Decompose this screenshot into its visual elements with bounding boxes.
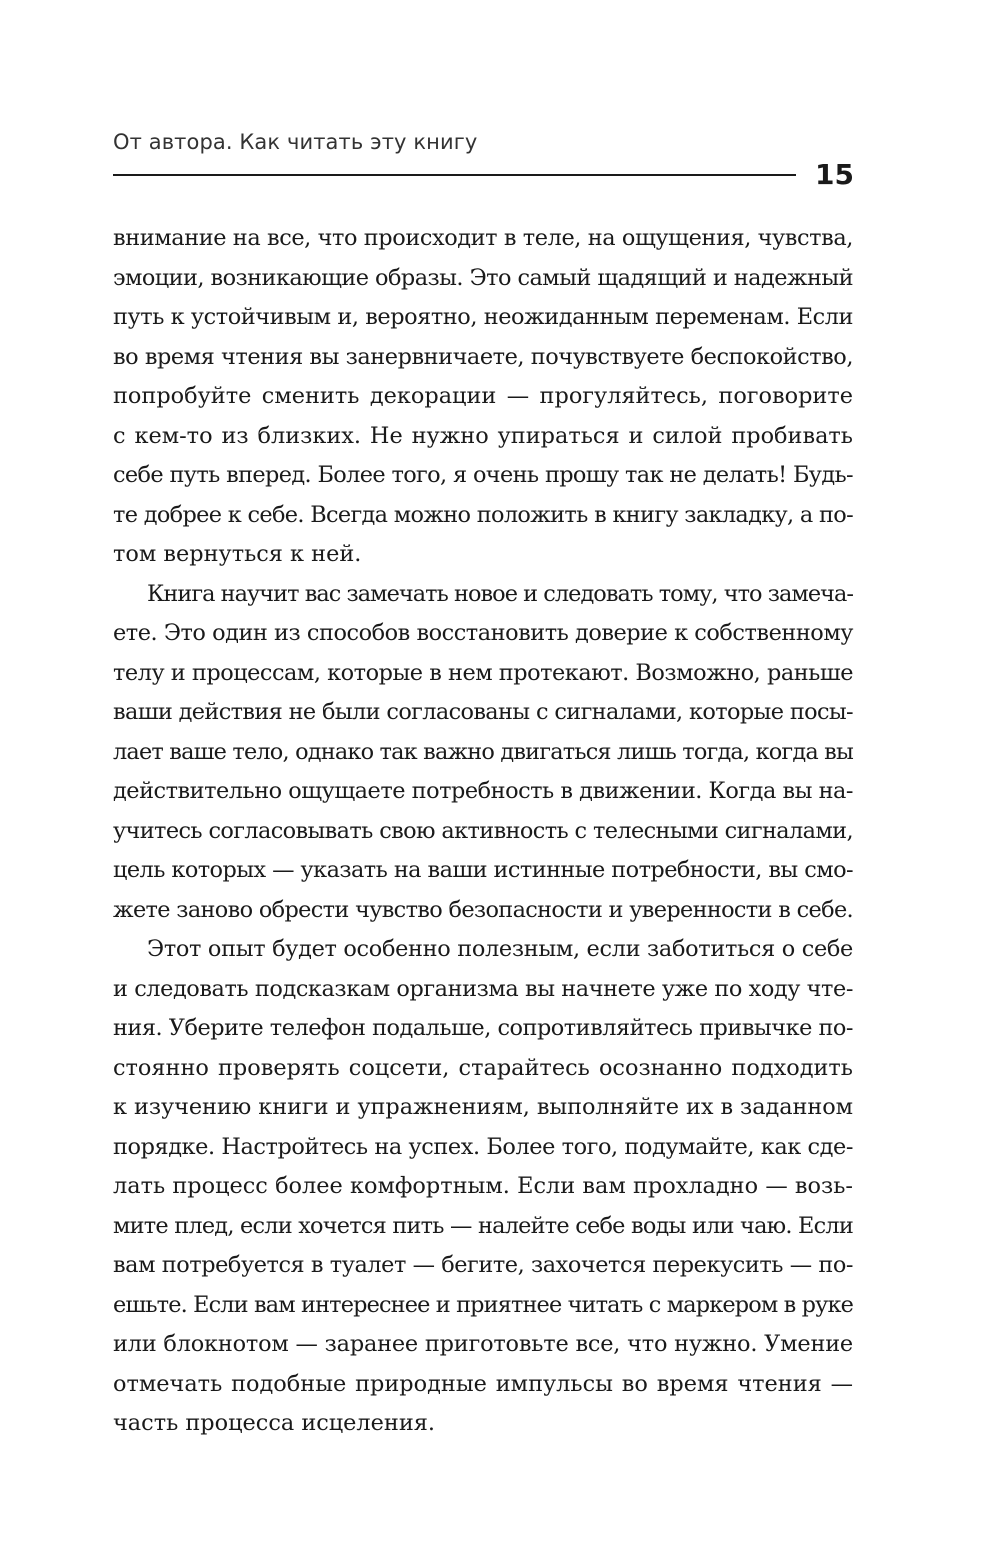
text-line: путь к устойчивым и, вероятно, неожиданным переменам. Если [113,304,853,330]
body-text [113,219,853,1444]
text-line: цель которых — указать на ваши истинные потребности, вы смо- [113,857,853,883]
text-line: Этот опыт будет особенно полезным, если заботиться о себе [147,936,853,962]
text-line: телу и процессам, которые в нем протекают. Возможно, раньше [113,659,853,686]
text-line: Книга научит вас замечать новое и следовать тому, что замеча- [147,580,853,607]
text-line: или блокнотом — заранее приготовьте все, что нужно. Умение [113,1331,853,1357]
text-line: ния. Уберите телефон подальше, сопротивляйтесь привычке по- [113,1015,853,1041]
text-line: учитесь согласовывать свою активность с телесными сигналами, [113,817,853,844]
text-line: внимание на все, что происходит в теле, на ощущения, чувства, [113,225,853,251]
text-line: себе путь вперед. Более того, я очень прошу так не делать! Будь- [113,462,853,488]
header-rule [113,174,796,176]
text-line: лать процесс более комфортным. Если вам прохладно — возь- [113,1173,853,1199]
text-line: с кем-то из близких. Не нужно упираться и силой пробивать [113,422,853,449]
text-line: попробуйте сменить декорации — прогуляйтесь, поговорите [113,383,853,409]
text-line: к изучению книги и упражнениям, выполняйте их в заданном [113,1094,853,1120]
paragraph [113,575,853,931]
text-line: и следовать подсказкам организма вы начнете уже по ходу чте- [113,975,853,1002]
text-line: порядке. Настройтесь на успех. Более того, подумайте, как сде- [113,1133,854,1160]
text-line: стоянно проверять соцсети, старайтесь осознанно подходить [113,1054,853,1081]
text-line: ешьте. Если вам интереснее и приятнее читать с маркером в руке [113,1291,853,1318]
text-line: действительно ощущаете потребность в движении. Когда вы на- [113,778,853,804]
text-line: отмечать подобные природные импульсы во время чтения — [113,1370,853,1397]
text-line: часть процесса исцеления. [113,1410,435,1436]
text-line: ваши действия не были согласованы с сигналами, которые посы- [113,699,853,725]
text-line: том вернуться к ней. [113,541,362,567]
text-line: во время чтения вы занервничаете, почувствуете беспокойство, [113,343,853,370]
paragraph [113,930,853,1444]
text-line: ете. Это один из способов восстановить доверие к собственному [113,620,853,646]
text-line: те добрее к себе. Всегда можно положить в книгу закладку, а по- [113,501,853,528]
text-line: жете заново обрести чувство безопасности и уверенности в себе. [113,896,853,923]
text-line: лает ваше тело, однако так важно двигаться лишь тогда, когда вы [113,738,853,765]
text-line: мите плед, если хочется пить — налейте себе воды или чаю. Если [113,1212,853,1239]
page-number: 15 [815,158,854,191]
running-head-title: От автора. Как читать эту книгу [113,130,478,154]
text-line: эмоции, возникающие образы. Это самый щадящий и надежный [113,264,853,291]
text-line: вам потребуется в туалет — бегите, захочется перекусить — по- [113,1252,853,1278]
paragraph [113,219,853,575]
